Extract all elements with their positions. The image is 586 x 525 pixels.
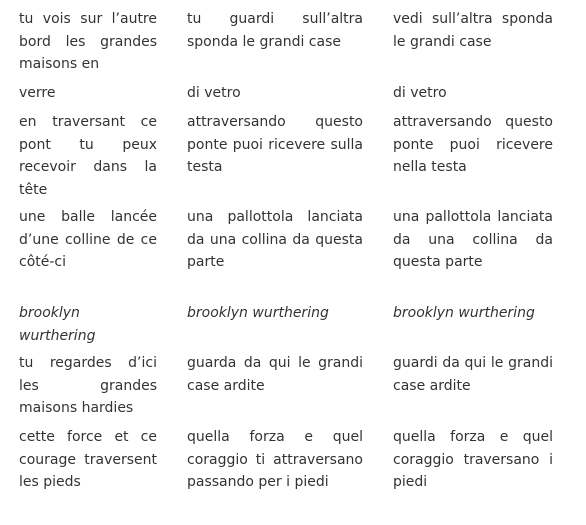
italian-translation-2-cell: guardi da qui le grandi case ardite [393, 355, 553, 394]
french-cell: tu regardes d’ici les grandes maisons hardies [19, 355, 157, 416]
italian-translation-1-cell: quella forza e quel coraggio ti attraversano passando per i piedi [187, 429, 363, 490]
french-cell: tu vois sur l’autre bord les grandes maisons en [19, 11, 157, 72]
italian-translation-1-cell: di vetro [187, 85, 241, 101]
french-cell: en traversant ce pont tu peux recevoir dans la tête [19, 114, 157, 198]
italian-translation-2-cell: vedi sull’altra sponda le grandi case [393, 11, 553, 50]
italian-translation-2-cell: una pallottola lanciata da una collina da questa parte [393, 209, 553, 270]
italian-translation-1-cell: attraversando questo ponte puoi ricevere sulla testa [187, 114, 363, 175]
french-cell: verre [19, 85, 56, 101]
italian-translation-1-cell: una pallottola lanciata da una collina da questa parte [187, 209, 363, 270]
italian-translation-1-cell: guarda da qui le grandi case ardite [187, 355, 363, 394]
french-cell: cette force et ce courage traversent les pieds [19, 429, 157, 490]
italian-translation-2-cell: brooklyn wurthering [393, 305, 535, 321]
italian-translation-2-cell: quella forza e quel coraggio traversano i piedi [393, 429, 553, 490]
italian-translation-1-cell: tu guardi sull’altra sponda le grandi case [187, 11, 363, 50]
italian-translation-2-cell: attraversando questo ponte puoi ricevere nella testa [393, 114, 553, 175]
french-cell: brooklyn wurthering [19, 305, 96, 344]
french-cell: une balle lancée d’une colline de ce côté-ci [19, 209, 157, 270]
italian-translation-1-cell: brooklyn wurthering [187, 305, 329, 321]
italian-translation-2-cell: di vetro [393, 85, 447, 101]
